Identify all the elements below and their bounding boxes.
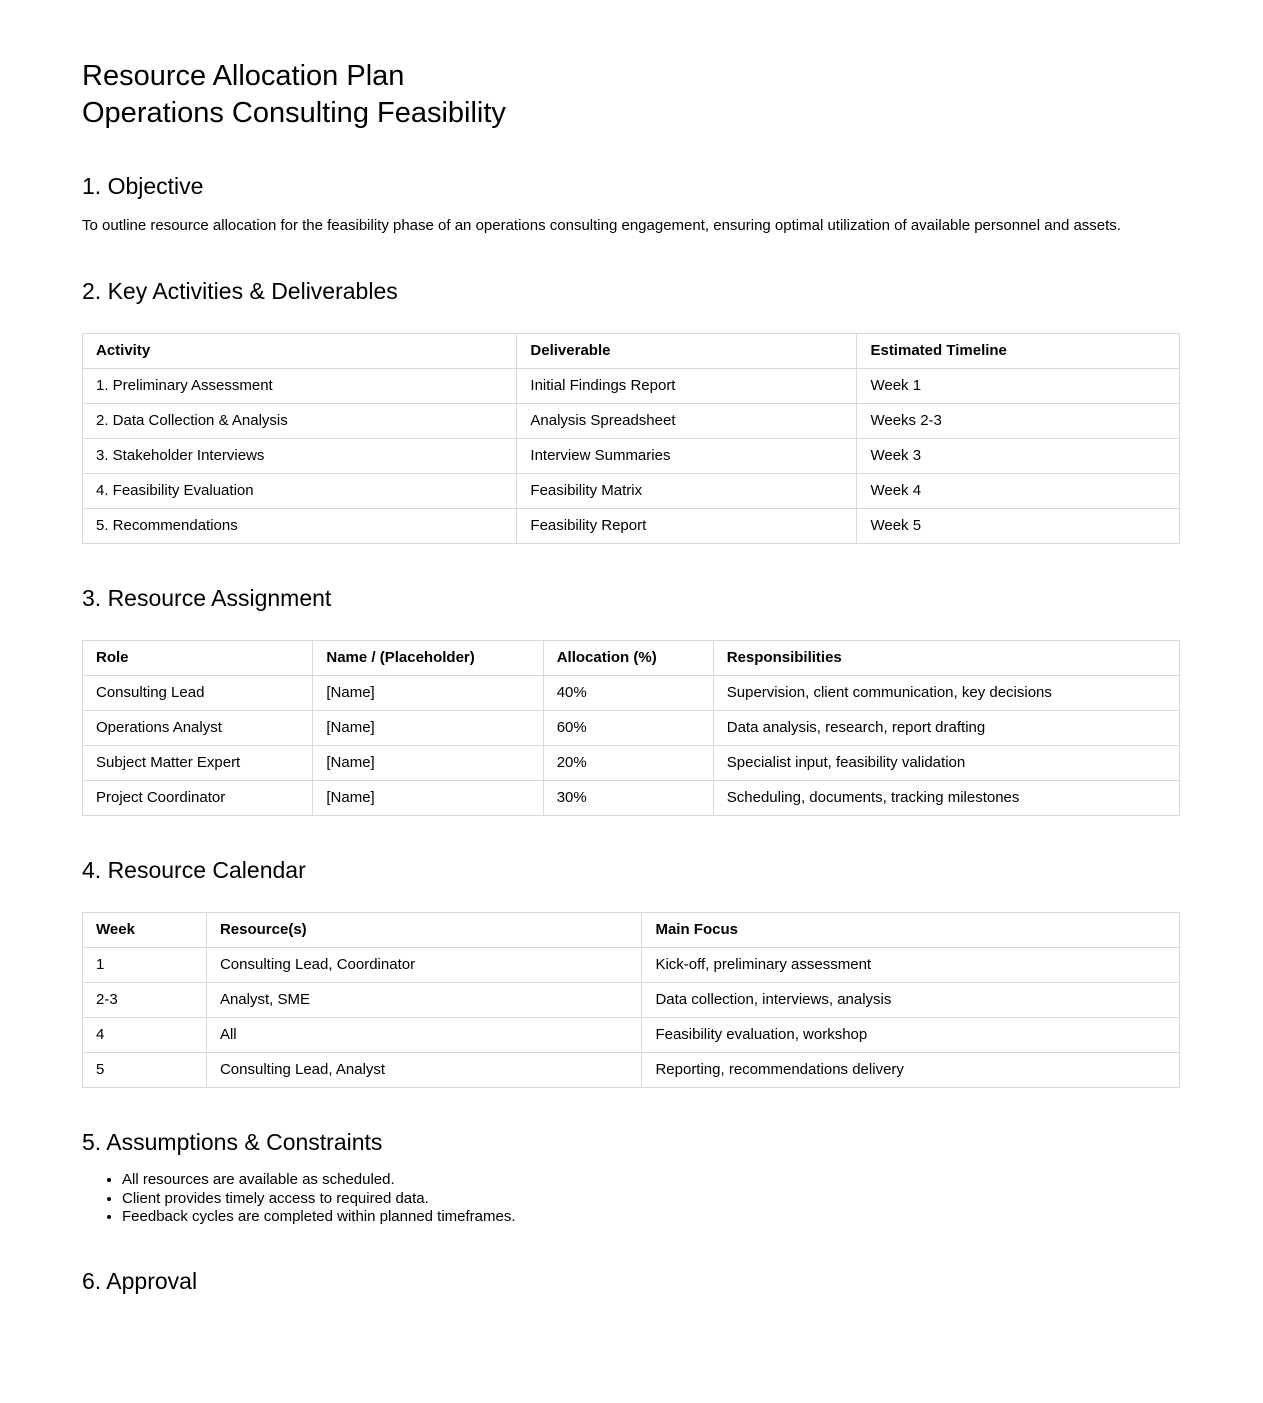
table-row: [83, 948, 1180, 983]
table-row: [83, 711, 1180, 746]
calendar-table: [82, 912, 1180, 1088]
table-cell: Feasibility evaluation, workshop: [642, 1018, 1180, 1053]
table-cell: 30%: [543, 781, 713, 816]
table-cell: 5. Recommendations: [83, 509, 517, 544]
table-cell: Data collection, interviews, analysis: [642, 983, 1180, 1018]
table-cell: Week 3: [857, 439, 1180, 474]
list-item: • All resources are available as scheduled.: [122, 1171, 1180, 1190]
table-cell: Specialist input, feasibility validation: [713, 746, 1179, 781]
column-header: Responsibilities: [713, 641, 1179, 676]
list-item: • Feedback cycles are completed within planned timeframes.: [122, 1208, 1180, 1227]
document-title-line2: Operations Consulting Feasibility: [82, 97, 506, 129]
table-cell: 60%: [543, 711, 713, 746]
table-row: [83, 746, 1180, 781]
table-header-row: [83, 334, 1180, 369]
assignment-table: [82, 640, 1180, 816]
table-cell: 1: [83, 948, 207, 983]
table-row: [83, 404, 1180, 439]
table-cell: Kick-off, preliminary assessment: [642, 948, 1180, 983]
table-cell: Analysis Spreadsheet: [517, 404, 857, 439]
table-cell: Week 4: [857, 474, 1180, 509]
table-cell: Consulting Lead, Coordinator: [206, 948, 642, 983]
table-cell: Project Coordinator: [83, 781, 313, 816]
table-cell: 3. Stakeholder Interviews: [83, 439, 517, 474]
table-cell: 4. Feasibility Evaluation: [83, 474, 517, 509]
table-cell: Feasibility Report: [517, 509, 857, 544]
column-header: Resource(s): [206, 913, 642, 948]
table-cell: [Name]: [313, 781, 543, 816]
table-cell: Reporting, recommendations delivery: [642, 1053, 1180, 1088]
column-header: Deliverable: [517, 334, 857, 369]
table-row: [83, 676, 1180, 711]
section-heading-calendar: 4. Resource Calendar: [82, 857, 306, 883]
column-header: Estimated Timeline: [857, 334, 1180, 369]
table-header-row: [83, 913, 1180, 948]
table-cell: 4: [83, 1018, 207, 1053]
table-cell: 1. Preliminary Assessment: [83, 369, 517, 404]
column-header: Main Focus: [642, 913, 1180, 948]
table-cell: Week 5: [857, 509, 1180, 544]
table-cell: Analyst, SME: [206, 983, 642, 1018]
table-cell: Consulting Lead: [83, 676, 313, 711]
table-cell: 40%: [543, 676, 713, 711]
assumptions-list: [82, 1171, 1180, 1227]
table-row: [83, 369, 1180, 404]
table-cell: Feasibility Matrix: [517, 474, 857, 509]
table-header-row: [83, 641, 1180, 676]
section-heading-assumptions: 5. Assumptions & Constraints: [82, 1129, 383, 1155]
table-row: [83, 1018, 1180, 1053]
column-header: Role: [83, 641, 313, 676]
table-row: [83, 474, 1180, 509]
table-cell: Supervision, client communication, key decisions: [713, 676, 1179, 711]
document-title: [82, 58, 1180, 132]
table-cell: Scheduling, documents, tracking milestones: [713, 781, 1179, 816]
table-cell: Initial Findings Report: [517, 369, 857, 404]
column-header: Allocation (%): [543, 641, 713, 676]
table-cell: 2-3: [83, 983, 207, 1018]
table-row: [83, 1053, 1180, 1088]
objective-paragraph: To outline resource allocation for the feasibility phase of an operations consulting engagement, ensuring optimal utilization of available personnel and assets.: [82, 217, 1121, 234]
column-header: Week: [83, 913, 207, 948]
table-row: [83, 781, 1180, 816]
table-row: [83, 439, 1180, 474]
table-cell: Consulting Lead, Analyst: [206, 1053, 642, 1088]
table-cell: Data analysis, research, report drafting: [713, 711, 1179, 746]
section-heading-approval: 6. Approval: [82, 1267, 198, 1294]
table-cell: [Name]: [313, 676, 543, 711]
column-header: Name / (Placeholder): [313, 641, 543, 676]
table-cell: [Name]: [313, 711, 543, 746]
table-row: [83, 983, 1180, 1018]
table-row: [83, 509, 1180, 544]
document-title-line1: Resource Allocation Plan: [82, 60, 405, 92]
table-cell: Weeks 2-3: [857, 404, 1180, 439]
section-heading-assignment: 3. Resource Assignment: [82, 585, 332, 611]
table-cell: Subject Matter Expert: [83, 746, 313, 781]
list-item: • Client provides timely access to required data.: [122, 1190, 1180, 1209]
section-heading-objective: 1. Objective: [82, 173, 204, 199]
table-cell: 5: [83, 1053, 207, 1088]
table-cell: All: [206, 1018, 642, 1053]
table-cell: 20%: [543, 746, 713, 781]
activities-table: [82, 333, 1180, 544]
table-cell: Operations Analyst: [83, 711, 313, 746]
table-cell: Interview Summaries: [517, 439, 857, 474]
table-cell: Week 1: [857, 369, 1180, 404]
column-header: Activity: [83, 334, 517, 369]
table-cell: 2. Data Collection & Analysis: [83, 404, 517, 439]
section-heading-activities: 2. Key Activities & Deliverables: [82, 278, 398, 304]
table-cell: [Name]: [313, 746, 543, 781]
